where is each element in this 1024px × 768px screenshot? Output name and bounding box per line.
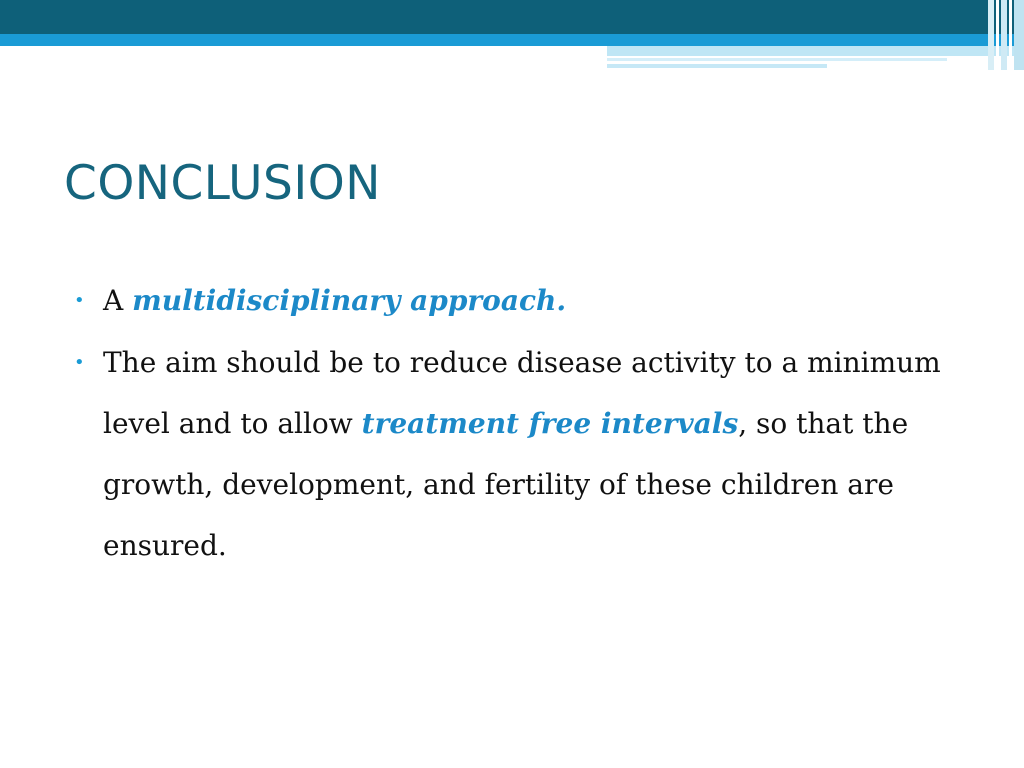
header-light-strip-thin (607, 58, 947, 61)
bullet-text: A (103, 284, 133, 317)
bullet-icon: • (74, 352, 85, 373)
header-band (0, 0, 1024, 34)
header-accent-line (0, 34, 1024, 46)
bullet-icon: • (74, 290, 85, 311)
slide-title: CONCLUSION (64, 156, 381, 211)
header-vertical-stripes (988, 0, 1024, 70)
header-light-strip (607, 46, 1024, 56)
bullet-item (74, 332, 1004, 576)
bullet-emphasis: treatment free intervals (361, 407, 739, 440)
bullet-list (74, 270, 1004, 576)
header-light-strip-short (607, 64, 827, 68)
bullet-text-after: , so that the growth, development, and fertility of these children are ensured. (103, 407, 909, 562)
bullet-emphasis: multidisciplinary approach. (132, 284, 567, 317)
bullet-text: The aim should be to reduce disease activity to a minimum level and to allow (103, 346, 941, 440)
bullet-item (74, 270, 1004, 331)
